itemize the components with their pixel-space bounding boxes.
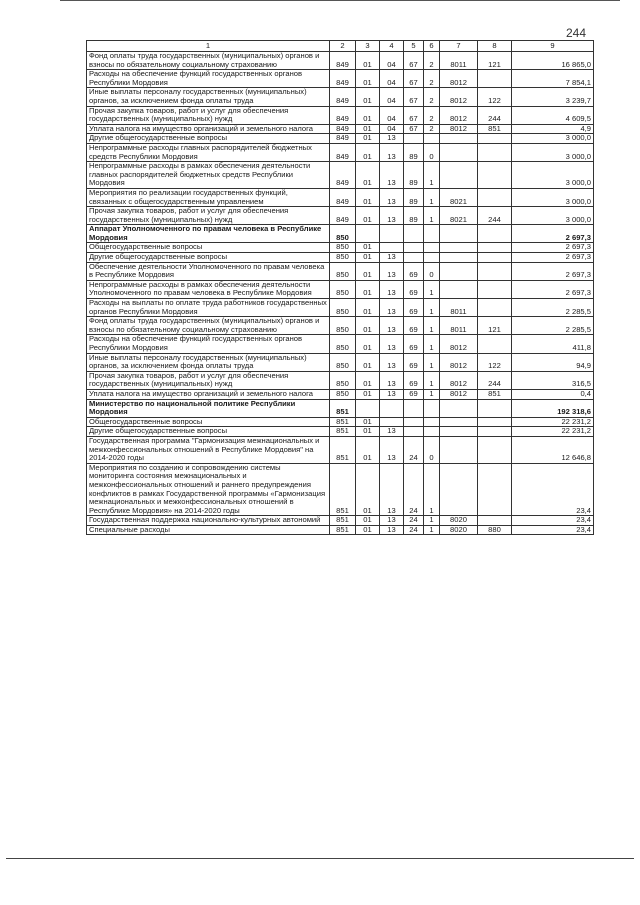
program-code-cell [404,243,424,253]
table-row [87,280,594,298]
program-code-cell: 67 [404,70,424,88]
expense-type-cell: 851 [478,389,512,399]
subsection-code-cell: 13 [380,353,404,371]
section-code-cell: 850 [330,280,356,298]
table-row [87,143,594,161]
target-code-cell: 8012 [440,353,478,371]
section-code-cell: 849 [330,207,356,225]
subsection-code-cell: 13 [380,335,404,353]
column-header: 2 [330,41,356,52]
amount-cell: 2 697,3 [512,243,594,253]
table-row [87,463,594,516]
program-code-cell [404,427,424,437]
program-code-cell: 69 [404,389,424,399]
subsection-code-cell: 13 [380,463,404,516]
chapter-code-cell: 01 [356,463,380,516]
target-code-cell [440,280,478,298]
chapter-code-cell: 01 [356,143,380,161]
subprogram-code-cell: 2 [424,52,440,70]
subsection-code-cell [380,225,404,243]
row-name-cell: Мероприятия по созданию и сопровождению системы мониторинга состояния межнациональных и межконфессиональных отношений и раннего предупреждения конфликтов в рамках Государственной программы «Гармонизация межнациональных и межконфессиональных отношений в Республике Мордовия» на 2014-2020 годы [87,463,330,516]
subprogram-code-cell: 2 [424,106,440,124]
section-code-cell: 851 [330,427,356,437]
expense-type-cell: 244 [478,371,512,389]
program-code-cell: 67 [404,106,424,124]
section-code-cell: 851 [330,417,356,427]
page-number: 244 [566,26,587,40]
section-code-cell: 850 [330,243,356,253]
chapter-code-cell: 01 [356,207,380,225]
table-row [87,207,594,225]
table-row [87,371,594,389]
table-row [87,124,594,134]
amount-cell: 2 285,5 [512,317,594,335]
section-code-cell: 851 [330,399,356,417]
amount-cell: 2 697,3 [512,280,594,298]
program-code-cell: 89 [404,207,424,225]
row-name-cell: Уплата налога на имущество организаций и земельного налога [87,389,330,399]
table-row [87,134,594,144]
expense-type-cell: 121 [478,317,512,335]
chapter-code-cell: 01 [356,299,380,317]
row-name-cell: Непрограммные расходы главных распорядителей бюджетных средств Республики Мордовия [87,143,330,161]
subsection-code-cell: 04 [380,52,404,70]
section-code-cell: 849 [330,52,356,70]
program-code-cell: 89 [404,188,424,206]
table-row [87,262,594,280]
expense-type-cell [478,399,512,417]
subprogram-code-cell: 1 [424,280,440,298]
section-code-cell: 849 [330,88,356,106]
subprogram-code-cell: 1 [424,335,440,353]
subsection-code-cell: 04 [380,124,404,134]
section-code-cell: 849 [330,188,356,206]
target-code-cell [440,262,478,280]
program-code-cell: 69 [404,371,424,389]
chapter-code-cell: 01 [356,427,380,437]
chapter-code-cell: 01 [356,162,380,189]
table-row [87,353,594,371]
row-name-cell: Фонд оплаты труда государственных (муниципальных) органов и взносы по обязательному социальному страхованию [87,52,330,70]
target-code-cell [440,143,478,161]
amount-cell: 0,4 [512,389,594,399]
subprogram-code-cell: 1 [424,188,440,206]
subprogram-code-cell: 1 [424,389,440,399]
chapter-code-cell: 01 [356,353,380,371]
subprogram-code-cell [424,417,440,427]
row-name-cell: Иные выплаты персоналу государственных (муниципальных) органов, за исключением фонда оплаты труда [87,353,330,371]
row-name-cell: Фонд оплаты труда государственных (муниципальных) органов и взносы по обязательному социальному страхованию [87,317,330,335]
chapter-code-cell: 01 [356,335,380,353]
expense-type-cell: 122 [478,353,512,371]
target-code-cell: 8020 [440,516,478,526]
header-row [87,41,594,52]
table-row [87,399,594,417]
subprogram-code-cell: 1 [424,162,440,189]
target-code-cell: 8012 [440,124,478,134]
chapter-code-cell: 01 [356,106,380,124]
row-name-cell: Прочая закупка товаров, работ и услуг для обеспечения государственных (муниципальных) нужд [87,371,330,389]
row-name-cell: Другие общегосударственные вопросы [87,427,330,437]
subprogram-code-cell: 2 [424,88,440,106]
bottom-border-line [6,858,634,859]
row-name-cell: Расходы на выплаты по оплате труда работников государственных органов Республики Мордовия [87,299,330,317]
expense-type-cell [478,162,512,189]
column-header: 9 [512,41,594,52]
chapter-code-cell: 01 [356,317,380,335]
section-code-cell: 851 [330,463,356,516]
expense-type-cell [478,335,512,353]
chapter-code-cell: 01 [356,389,380,399]
table-row [87,427,594,437]
section-code-cell: 849 [330,143,356,161]
column-header: 4 [380,41,404,52]
amount-cell: 3 000,0 [512,207,594,225]
target-code-cell [440,225,478,243]
expense-type-cell: 244 [478,207,512,225]
table-row [87,162,594,189]
chapter-code-cell: 01 [356,243,380,253]
chapter-code-cell: 01 [356,52,380,70]
column-header: 7 [440,41,478,52]
target-code-cell [440,436,478,463]
column-header: 5 [404,41,424,52]
expense-type-cell [478,299,512,317]
section-code-cell: 851 [330,516,356,526]
table-row [87,70,594,88]
chapter-code-cell: 01 [356,525,380,535]
chapter-code-cell [356,225,380,243]
table-row [87,88,594,106]
subsection-code-cell: 13 [380,207,404,225]
chapter-code-cell: 01 [356,417,380,427]
chapter-code-cell: 01 [356,280,380,298]
row-name-cell: Министерство по национальной политике Республики Мордовия [87,399,330,417]
section-code-cell: 850 [330,389,356,399]
subprogram-code-cell: 1 [424,353,440,371]
row-name-cell: Другие общегосударственные вопросы [87,134,330,144]
row-name-cell: Расходы на обеспечение функций государственных органов Республики Мордовия [87,70,330,88]
row-name-cell: Общегосударственные вопросы [87,417,330,427]
section-code-cell: 850 [330,299,356,317]
column-header: 1 [87,41,330,52]
table-row [87,516,594,526]
section-code-cell: 850 [330,253,356,263]
amount-cell: 2 697,3 [512,225,594,243]
program-code-cell: 69 [404,317,424,335]
target-code-cell [440,427,478,437]
subsection-code-cell: 13 [380,162,404,189]
expense-type-cell: 121 [478,52,512,70]
expense-type-cell [478,427,512,437]
subsection-code-cell: 13 [380,143,404,161]
amount-cell: 23,4 [512,525,594,535]
table-row [87,52,594,70]
amount-cell: 12 646,8 [512,436,594,463]
expense-type-cell [478,143,512,161]
subprogram-code-cell [424,399,440,417]
target-code-cell: 8020 [440,525,478,535]
amount-cell: 7 854,1 [512,70,594,88]
amount-cell: 16 865,0 [512,52,594,70]
chapter-code-cell: 01 [356,88,380,106]
table-row [87,106,594,124]
budget-table [86,40,594,535]
target-code-cell [440,134,478,144]
amount-cell: 2 285,5 [512,299,594,317]
chapter-code-cell [356,399,380,417]
section-code-cell: 850 [330,371,356,389]
amount-cell: 4 609,5 [512,106,594,124]
expense-type-cell [478,280,512,298]
amount-cell: 411,8 [512,335,594,353]
table-row [87,317,594,335]
program-code-cell: 89 [404,143,424,161]
subprogram-code-cell [424,134,440,144]
target-code-cell: 8012 [440,70,478,88]
subprogram-code-cell [424,243,440,253]
subsection-code-cell: 13 [380,253,404,263]
subprogram-code-cell [424,427,440,437]
subsection-code-cell: 13 [380,299,404,317]
row-name-cell: Непрограммные расходы в рамках обеспечения деятельности главных распорядителей бюджетных средств Республики Мордовия [87,162,330,189]
table-row [87,436,594,463]
row-name-cell: Общегосударственные вопросы [87,243,330,253]
table-row [87,188,594,206]
table-row [87,253,594,263]
program-code-cell: 24 [404,436,424,463]
top-border-line [60,0,620,1]
expense-type-cell [478,188,512,206]
expense-type-cell [478,70,512,88]
target-code-cell: 8011 [440,317,478,335]
subsection-code-cell: 04 [380,88,404,106]
program-code-cell: 24 [404,525,424,535]
chapter-code-cell: 01 [356,516,380,526]
subprogram-code-cell: 1 [424,525,440,535]
subsection-code-cell: 04 [380,106,404,124]
table-row [87,243,594,253]
program-code-cell: 69 [404,299,424,317]
subsection-code-cell [380,399,404,417]
row-name-cell: Расходы на обеспечение функций государственных органов Республики Мордовия [87,335,330,353]
column-header: 3 [356,41,380,52]
subprogram-code-cell: 2 [424,70,440,88]
program-code-cell: 69 [404,335,424,353]
column-header: 8 [478,41,512,52]
program-code-cell: 69 [404,353,424,371]
row-name-cell: Государственная программа "Гармонизация межнациональных и межконфессиональных отношений в Республике Мордовия" на 2014-2020 годы [87,436,330,463]
amount-cell: 22 231,2 [512,427,594,437]
amount-cell: 2 697,3 [512,262,594,280]
expense-type-cell: 122 [478,88,512,106]
expense-type-cell [478,134,512,144]
section-code-cell: 850 [330,225,356,243]
chapter-code-cell: 01 [356,70,380,88]
subprogram-code-cell: 1 [424,463,440,516]
expense-type-cell [478,516,512,526]
amount-cell: 3 000,0 [512,162,594,189]
section-code-cell: 849 [330,134,356,144]
section-code-cell: 851 [330,436,356,463]
section-code-cell: 850 [330,353,356,371]
subsection-code-cell: 13 [380,317,404,335]
program-code-cell [404,253,424,263]
chapter-code-cell: 01 [356,124,380,134]
chapter-code-cell: 01 [356,371,380,389]
subprogram-code-cell: 0 [424,436,440,463]
subprogram-code-cell: 1 [424,299,440,317]
row-name-cell: Другие общегосударственные вопросы [87,253,330,263]
chapter-code-cell: 01 [356,436,380,463]
program-code-cell [404,225,424,243]
table-row [87,299,594,317]
target-code-cell [440,417,478,427]
subprogram-code-cell: 1 [424,371,440,389]
subprogram-code-cell [424,253,440,263]
subsection-code-cell: 13 [380,134,404,144]
program-code-cell: 67 [404,52,424,70]
program-code-cell [404,417,424,427]
subprogram-code-cell [424,225,440,243]
table-row [87,417,594,427]
row-name-cell: Прочая закупка товаров, работ и услуг для обеспечения государственных (муниципальных) нужд [87,207,330,225]
target-code-cell [440,243,478,253]
target-code-cell: 8012 [440,106,478,124]
program-code-cell [404,134,424,144]
target-code-cell: 8011 [440,299,478,317]
program-code-cell: 24 [404,516,424,526]
subsection-code-cell [380,243,404,253]
section-code-cell: 851 [330,525,356,535]
section-code-cell: 850 [330,335,356,353]
section-code-cell: 849 [330,124,356,134]
target-code-cell: 8012 [440,335,478,353]
target-code-cell [440,253,478,263]
subsection-code-cell: 13 [380,525,404,535]
amount-cell: 3 000,0 [512,134,594,144]
row-name-cell: Иные выплаты персоналу государственных (муниципальных) органов, за исключением фонда оплаты труда [87,88,330,106]
target-code-cell [440,399,478,417]
chapter-code-cell: 01 [356,253,380,263]
target-code-cell: 8012 [440,88,478,106]
column-header: 6 [424,41,440,52]
subprogram-code-cell: 0 [424,143,440,161]
table-row [87,525,594,535]
amount-cell: 23,4 [512,516,594,526]
row-name-cell: Аппарат Уполномоченного по правам человека в Республике Мордовия [87,225,330,243]
target-code-cell [440,162,478,189]
target-code-cell: 8021 [440,188,478,206]
program-code-cell: 69 [404,262,424,280]
expense-type-cell [478,225,512,243]
amount-cell: 3 000,0 [512,143,594,161]
section-code-cell: 849 [330,70,356,88]
amount-cell: 192 318,6 [512,399,594,417]
section-code-cell: 849 [330,106,356,124]
subsection-code-cell: 13 [380,516,404,526]
subsection-code-cell: 13 [380,262,404,280]
subsection-code-cell: 13 [380,389,404,399]
program-code-cell: 67 [404,124,424,134]
program-code-cell: 89 [404,162,424,189]
amount-cell: 4,9 [512,124,594,134]
section-code-cell: 850 [330,317,356,335]
row-name-cell: Прочая закупка товаров, работ и услуг для обеспечения государственных (муниципальных) нужд [87,106,330,124]
table-row [87,389,594,399]
amount-cell: 94,9 [512,353,594,371]
expense-type-cell: 880 [478,525,512,535]
subsection-code-cell: 13 [380,436,404,463]
section-code-cell: 849 [330,162,356,189]
target-code-cell: 8011 [440,52,478,70]
subsection-code-cell: 13 [380,427,404,437]
table-row [87,225,594,243]
row-name-cell: Мероприятия по реализации государственных функций, связанных с общегосударственным управлением [87,188,330,206]
row-name-cell: Уплата налога на имущество организаций и земельного налога [87,124,330,134]
amount-cell: 23,4 [512,463,594,516]
expense-type-cell [478,417,512,427]
row-name-cell: Непрограммные расходы в рамках обеспечения деятельности Уполномоченного по правам человека в Республике Мордовия [87,280,330,298]
expense-type-cell [478,243,512,253]
program-code-cell: 69 [404,280,424,298]
target-code-cell: 8012 [440,389,478,399]
row-name-cell: Государственная поддержка национально-культурных автономий [87,516,330,526]
amount-cell: 3 239,7 [512,88,594,106]
row-name-cell: Специальные расходы [87,525,330,535]
subprogram-code-cell: 1 [424,317,440,335]
subprogram-code-cell: 1 [424,207,440,225]
expense-type-cell: 244 [478,106,512,124]
program-code-cell [404,399,424,417]
amount-cell: 2 697,3 [512,253,594,263]
amount-cell: 316,5 [512,371,594,389]
expense-type-cell [478,463,512,516]
subsection-code-cell: 04 [380,70,404,88]
subsection-code-cell [380,417,404,427]
subprogram-code-cell: 1 [424,516,440,526]
target-code-cell [440,463,478,516]
row-name-cell: Обеспечение деятельности Уполномоченного по правам человека в Республике Мордовия [87,262,330,280]
chapter-code-cell: 01 [356,188,380,206]
target-code-cell: 8021 [440,207,478,225]
section-code-cell: 850 [330,262,356,280]
subsection-code-cell: 13 [380,280,404,298]
subprogram-code-cell: 2 [424,124,440,134]
target-code-cell: 8012 [440,371,478,389]
expense-type-cell [478,262,512,280]
program-code-cell: 24 [404,463,424,516]
chapter-code-cell: 01 [356,262,380,280]
expense-type-cell: 851 [478,124,512,134]
subprogram-code-cell: 0 [424,262,440,280]
chapter-code-cell: 01 [356,134,380,144]
amount-cell: 22 231,2 [512,417,594,427]
amount-cell: 3 000,0 [512,188,594,206]
program-code-cell: 67 [404,88,424,106]
subsection-code-cell: 13 [380,188,404,206]
subsection-code-cell: 13 [380,371,404,389]
table-row [87,335,594,353]
expense-type-cell [478,253,512,263]
expense-type-cell [478,436,512,463]
